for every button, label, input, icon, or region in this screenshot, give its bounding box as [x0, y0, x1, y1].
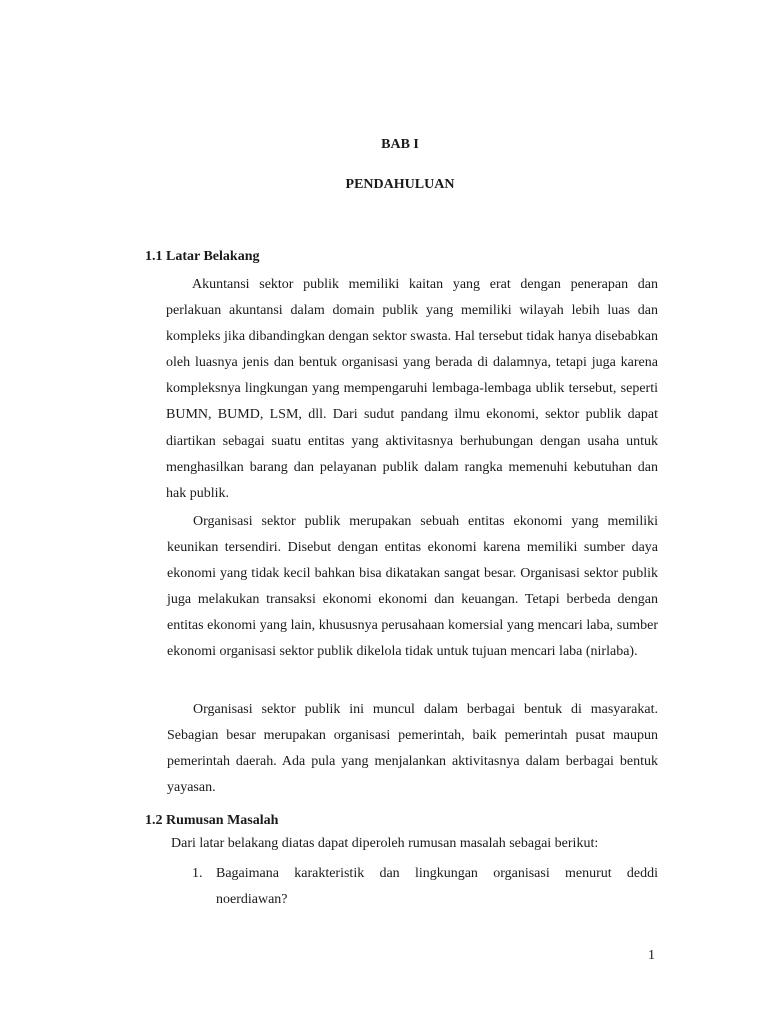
- section-heading-rumusan-masalah: 1.2 Rumusan Masalah: [145, 813, 279, 828]
- problem-list: [192, 861, 658, 913]
- list-item-text: Bagaimana karakteristik dan lingkungan organisasi menurut deddi noerdiawan?: [216, 866, 658, 907]
- paragraph: Akuntansi sektor publik memiliki kaitan yang erat dengan penerapan dan perlakuan akuntansi dalam domain publik yang memiliki wilayah lebih luas dan kompleks jika dibandingkan dengan sektor swasta. Hal tersebut tidak hanya disebabkan oleh luasnya jenis dan bentuk organisasi yang berada di dalamnya, tetapi juga karena kompleksnya lingkungan yang mempengaruhi lembaga-lembaga ublik tersebut, seperti BUMN, BUMD, LSM, dll. Dari sudut pandang ilmu ekonomi, sektor publik dapat diartikan sebagai suatu entitas yang aktivitasnya berhubungan dengan usaha untuk menghasilkan barang dan pelayanan publik dalam rangka memenuhi kebutuhan dan hak publik.: [166, 277, 658, 501]
- paragraph: Organisasi sektor publik merupakan sebuah entitas ekonomi yang memiliki keunikan tersendiri. Disebut dengan entitas ekonomi karena memiliki sumber daya ekonomi yang tidak kecil bahkan bisa dikatakan sangat besar. Organisasi sektor publik juga melakukan transaksi ekonomi ekonomi dan keuangan. Tetapi berbeda dengan entitas ekonomi yang lain, khususnya perusahaan komersial yang mencari laba, sumber ekonomi organisasi sektor publik dikelola tidak untuk tujuan mencari laba (nirlaba).: [167, 514, 658, 660]
- paragraph: Organisasi sektor publik ini muncul dalam berbagai bentuk di masyarakat. Sebagian besar merupakan organisasi pemerintah, baik pemerintah pusat maupun pemerintah daerah. Ada pula yang menjalankan aktivitasnya dalam berbagai bentuk yayasan.: [167, 702, 658, 796]
- section-intro: Dari latar belakang diatas dapat diperoleh rumusan masalah sebagai berikut:: [171, 836, 599, 851]
- chapter-title: PENDAHULUAN: [345, 177, 455, 192]
- page-number: 1: [648, 948, 655, 963]
- list-item: [192, 861, 658, 913]
- chapter-label: BAB I: [381, 137, 419, 152]
- list-item-number: 1.: [192, 866, 203, 881]
- section-heading-latar-belakang: 1.1 Latar Belakang: [145, 249, 260, 264]
